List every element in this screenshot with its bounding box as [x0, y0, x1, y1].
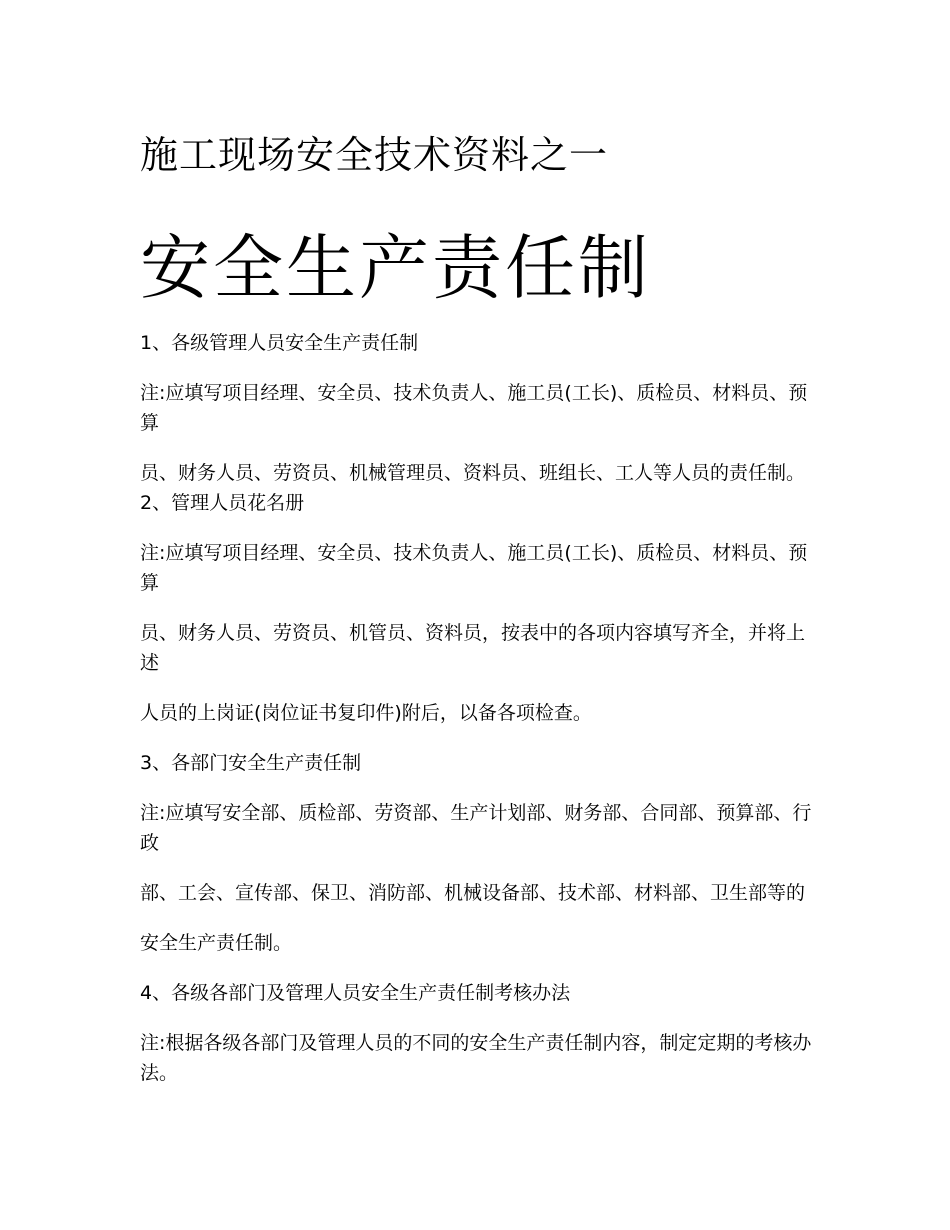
note-paragraph: 注:应填写项目经理、安全员、技术负责人、施工员(工长)、质检员、材料员、预算: [140, 542, 808, 594]
section-heading-3: 3、各部门安全生产责任制: [140, 752, 362, 774]
section-heading-1: 1、各级管理人员安全生产责任制: [140, 332, 419, 354]
note-paragraph: 注:根据各级各部门及管理人员的不同的安全生产责任制内容，制定定期的考核办法。: [140, 1032, 812, 1084]
document-subtitle: 施工现场安全技术资料之一: [140, 133, 609, 177]
note-paragraph: 员、财务人员、劳资员、机管员、资料员，按表中的各项内容填写齐全，并将上述: [140, 622, 806, 674]
note-paragraph: 安全生产责任制。: [140, 932, 293, 954]
section-heading-4: 4、各级各部门及管理人员安全生产责任制考核办法: [140, 982, 571, 1004]
document-title: 安全生产责任制: [140, 227, 651, 309]
note-paragraph: 员、财务人员、劳资员、机械管理员、资料员、班组长、工人等人员的责任制。 2、管理人员花名册: [140, 462, 806, 514]
note-paragraph: 注:应填写项目经理、安全员、技术负责人、施工员(工长)、质检员、材料员、预算: [140, 382, 808, 434]
note-paragraph: 人员的上岗证(岗位证书复印件)附后，以备各项检查。: [140, 702, 592, 724]
note-paragraph: 注:应填写安全部、质检部、劳资部、生产计划部、财务部、合同部、预算部、行政: [140, 802, 812, 854]
document-body: [140, 328, 820, 1108]
note-paragraph: 部、工会、宣传部、保卫、消防部、机械设备部、技术部、材料部、卫生部等的: [140, 882, 806, 904]
